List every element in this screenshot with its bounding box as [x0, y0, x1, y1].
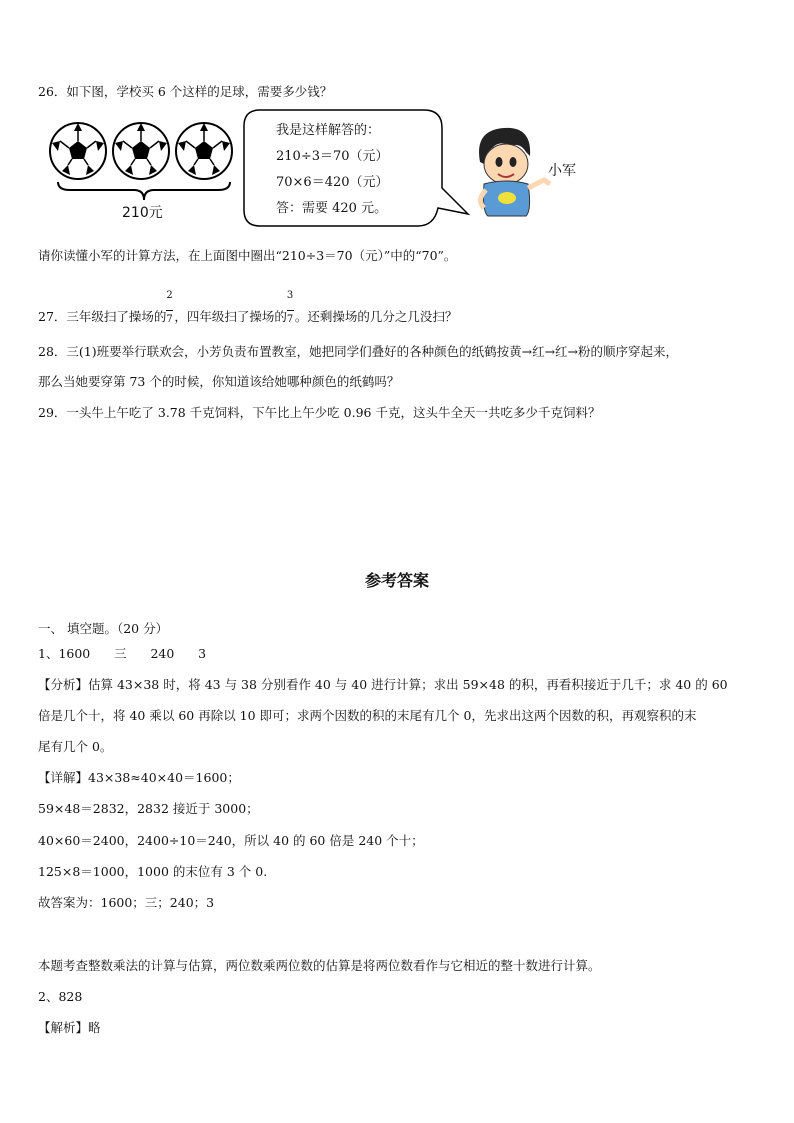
answer-2-header: 2、828: [38, 989, 83, 1004]
detail-line-3: 40×60＝2400，2400÷10＝240，所以 40 的 60 倍是 240 个十；: [38, 833, 424, 848]
question-28-line-1: 28．三(1)班要举行联欢会，小芳负责布置教室，她把同学们叠好的各种颜色的纸鹤按黄→红→红→粉的顺序穿起来，: [38, 344, 679, 359]
detail-line-2: 59×48＝2832，2832 接近于 3000；: [38, 801, 259, 816]
fraction-3-7: $\frac{3}{7}$: [286, 289, 294, 325]
soccer-ball-3-icon: [174, 121, 234, 181]
bubble-line-2: 210÷3＝70（元）: [276, 149, 389, 164]
detail-line-1: 【详解】43×38≈40×40＝1600；: [38, 770, 240, 785]
q26-instruction: 请你读懂小军的计算方法，在上面图中圈出“210÷3＝70（元）”中的“70”。: [38, 248, 457, 263]
soccer-ball-2-icon: [111, 121, 171, 181]
analysis-line-2: 倍是几个十，将 40 乘以 60 再除以 10 即可；求两个因数的积的末尾有几个 0，先求出这两个因数的积，再观察积的末: [38, 708, 697, 723]
brace-icon: [56, 180, 232, 202]
q27-part3: 。还剩操场的几分之几没扫？: [294, 309, 458, 324]
answer-1-header: 1、1600 三 240 3: [38, 646, 207, 661]
analysis-line-3: 尾有几个 0。: [38, 739, 113, 754]
analysis-line-1: 【分析】估算 43×38 时，将 43 与 38 分别看作 40 与 40 进行计算；求出 59×48 的积，再看积接近于几千；求 40 的 60: [38, 677, 728, 692]
soccer-ball-1-icon: [48, 121, 108, 181]
question-29: 29．一头牛上午吃了 3.78 千克饲料，下午比上午少吃 0.96 千克，这头牛全天一共吃多少千克饲料？: [38, 405, 601, 420]
q27-part1: 27．三年级扫了操场的: [38, 309, 167, 324]
price-label: 210元: [122, 205, 163, 221]
boy-illustration: [470, 122, 552, 218]
detail-line-5: 故答案为：1600；三；240；3: [38, 895, 215, 910]
question-27: [38, 289, 458, 326]
q27-part2: ，四年级扫了操场的: [174, 309, 287, 324]
answer-2-analysis: 【解析】略: [38, 1020, 101, 1035]
answers-title: 参考答案: [364, 571, 429, 590]
question-28-line-2: 那么当她要穿第 73 个的时候，你知道该给她哪种颜色的纸鹤吗？: [38, 374, 400, 389]
bubble-line-1: 我是这样解答的：: [276, 123, 381, 138]
bubble-line-3: 70×6＝420（元）: [276, 175, 389, 190]
bubble-line-4: 答：需要 420 元。: [276, 201, 388, 216]
summary-line: 本题考查整数乘法的计算与估算，两位数乘两位数的估算是将两位数看作与它相近的整十数进行计算。: [38, 958, 601, 973]
section-header: 一、 填空题。（20 分）: [38, 621, 169, 636]
detail-line-4: 125×8＝1000，1000 的末位有 3 个 0.: [38, 864, 268, 879]
boy-name: 小军: [548, 163, 576, 179]
fraction-2-7: $\frac{2}{7}$: [166, 289, 173, 325]
question-26: 26．如下图，学校买 6 个这样的足球，需要多少钱？: [38, 84, 333, 99]
